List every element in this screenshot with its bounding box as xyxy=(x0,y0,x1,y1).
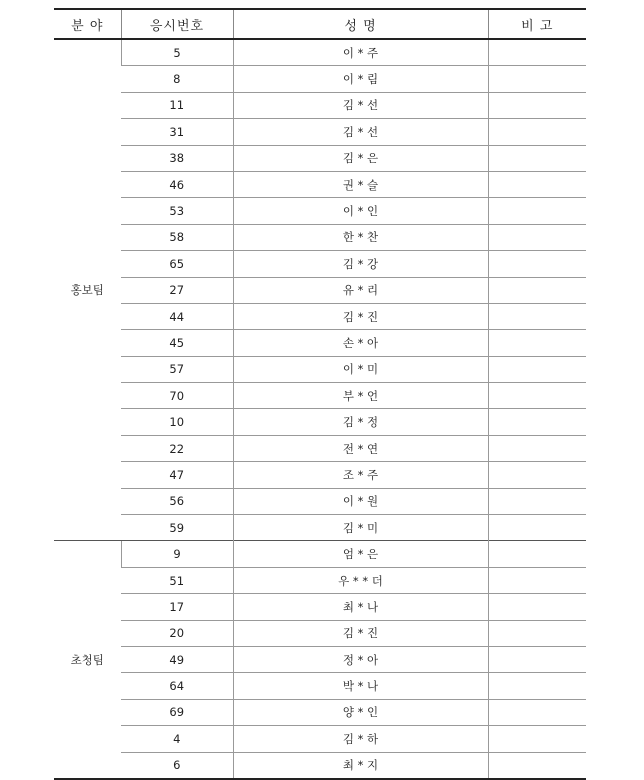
note-cell xyxy=(488,435,586,461)
table-row xyxy=(54,673,586,699)
table-row xyxy=(54,383,586,409)
name-cell: 김 * 진 xyxy=(233,620,488,646)
table-header xyxy=(54,9,586,39)
table-row xyxy=(54,145,586,171)
note-cell xyxy=(488,145,586,171)
number-cell: 38 xyxy=(121,145,233,171)
note-cell xyxy=(488,277,586,303)
header-name: 성 명 xyxy=(233,9,488,39)
number-cell: 8 xyxy=(121,66,233,92)
name-cell: 양 * 인 xyxy=(233,699,488,725)
note-cell xyxy=(488,409,586,435)
note-cell xyxy=(488,726,586,752)
name-cell: 김 * 미 xyxy=(233,515,488,541)
number-cell: 46 xyxy=(121,171,233,197)
table-row xyxy=(54,224,586,250)
field-cell: 초청팀 xyxy=(54,541,121,779)
table-row xyxy=(54,541,586,567)
name-cell: 부 * 언 xyxy=(233,383,488,409)
name-cell: 우 * * 더 xyxy=(233,567,488,593)
note-cell xyxy=(488,752,586,779)
name-cell: 한 * 찬 xyxy=(233,224,488,250)
name-cell: 손 * 아 xyxy=(233,330,488,356)
header-field: 분 야 xyxy=(54,9,121,39)
number-cell: 49 xyxy=(121,646,233,672)
number-cell: 9 xyxy=(121,541,233,567)
table-row xyxy=(54,620,586,646)
name-cell: 최 * 나 xyxy=(233,594,488,620)
name-cell: 김 * 선 xyxy=(233,92,488,118)
name-cell: 이 * 미 xyxy=(233,356,488,382)
name-cell: 김 * 강 xyxy=(233,251,488,277)
number-cell: 57 xyxy=(121,356,233,382)
note-cell xyxy=(488,646,586,672)
name-cell: 조 * 주 xyxy=(233,462,488,488)
note-cell xyxy=(488,620,586,646)
table-row xyxy=(54,462,586,488)
number-cell: 53 xyxy=(121,198,233,224)
table-row xyxy=(54,119,586,145)
field-cell: 홍보팀 xyxy=(70,283,104,298)
number-cell: 70 xyxy=(121,383,233,409)
name-cell: 이 * 원 xyxy=(233,488,488,514)
name-cell: 권 * 슬 xyxy=(233,171,488,197)
note-cell xyxy=(488,594,586,620)
note-cell xyxy=(488,39,586,66)
table-row xyxy=(54,39,586,66)
number-cell: 31 xyxy=(121,119,233,145)
note-cell xyxy=(488,567,586,593)
table-row xyxy=(54,699,586,725)
number-cell: 69 xyxy=(121,699,233,725)
name-cell: 박 * 나 xyxy=(233,673,488,699)
number-cell: 20 xyxy=(121,620,233,646)
note-cell xyxy=(488,699,586,725)
name-cell: 이 * 주 xyxy=(233,39,488,66)
note-cell xyxy=(488,383,586,409)
name-cell: 유 * 리 xyxy=(233,277,488,303)
note-cell xyxy=(488,66,586,92)
number-cell: 5 xyxy=(121,39,233,66)
table-row xyxy=(54,726,586,752)
note-cell xyxy=(488,515,586,541)
name-cell: 이 * 인 xyxy=(233,198,488,224)
number-cell: 64 xyxy=(121,673,233,699)
name-cell: 이 * 림 xyxy=(233,66,488,92)
note-cell xyxy=(488,251,586,277)
table-row xyxy=(54,92,586,118)
number-cell: 65 xyxy=(121,251,233,277)
note-cell xyxy=(488,171,586,197)
note-cell xyxy=(488,488,586,514)
header-row xyxy=(54,9,586,39)
table-row xyxy=(54,646,586,672)
table-row xyxy=(54,409,586,435)
note-cell xyxy=(488,119,586,145)
number-cell: 56 xyxy=(121,488,233,514)
number-cell: 44 xyxy=(121,303,233,329)
header-number: 응시번호 xyxy=(121,9,233,39)
name-cell: 최 * 지 xyxy=(233,752,488,779)
note-cell xyxy=(488,356,586,382)
number-cell: 27 xyxy=(121,277,233,303)
number-cell: 10 xyxy=(121,409,233,435)
table-row xyxy=(54,330,586,356)
number-cell: 22 xyxy=(121,435,233,461)
number-cell: 17 xyxy=(121,594,233,620)
number-cell: 51 xyxy=(121,567,233,593)
table-row xyxy=(54,515,586,541)
table-row xyxy=(54,303,586,329)
table-row xyxy=(54,66,586,92)
note-cell xyxy=(488,92,586,118)
note-cell xyxy=(488,673,586,699)
name-cell: 김 * 선 xyxy=(233,119,488,145)
table-row xyxy=(54,251,586,277)
table-row xyxy=(54,488,586,514)
table-row xyxy=(54,171,586,197)
table-row xyxy=(54,435,586,461)
table-row xyxy=(54,356,586,382)
table-row xyxy=(54,567,586,593)
note-cell xyxy=(488,541,586,567)
table-row xyxy=(54,198,586,224)
note-cell xyxy=(488,462,586,488)
number-cell: 4 xyxy=(121,726,233,752)
name-cell: 전 * 연 xyxy=(233,435,488,461)
name-cell: 엄 * 은 xyxy=(233,541,488,567)
number-cell: 11 xyxy=(121,92,233,118)
note-cell xyxy=(488,198,586,224)
note-cell xyxy=(488,330,586,356)
number-cell: 45 xyxy=(121,330,233,356)
number-cell: 59 xyxy=(121,515,233,541)
note-cell xyxy=(488,224,586,250)
roster-table xyxy=(54,8,586,780)
header-note: 비 고 xyxy=(488,9,586,39)
name-cell: 김 * 은 xyxy=(233,145,488,171)
table-row xyxy=(54,277,586,303)
name-cell: 김 * 진 xyxy=(233,303,488,329)
table-row xyxy=(54,752,586,779)
name-cell: 김 * 정 xyxy=(233,409,488,435)
table-row xyxy=(54,594,586,620)
name-cell: 김 * 하 xyxy=(233,726,488,752)
number-cell: 47 xyxy=(121,462,233,488)
note-cell xyxy=(488,303,586,329)
name-cell: 정 * 아 xyxy=(233,646,488,672)
number-cell: 6 xyxy=(121,752,233,779)
table-body xyxy=(54,39,586,779)
number-cell: 58 xyxy=(121,224,233,250)
